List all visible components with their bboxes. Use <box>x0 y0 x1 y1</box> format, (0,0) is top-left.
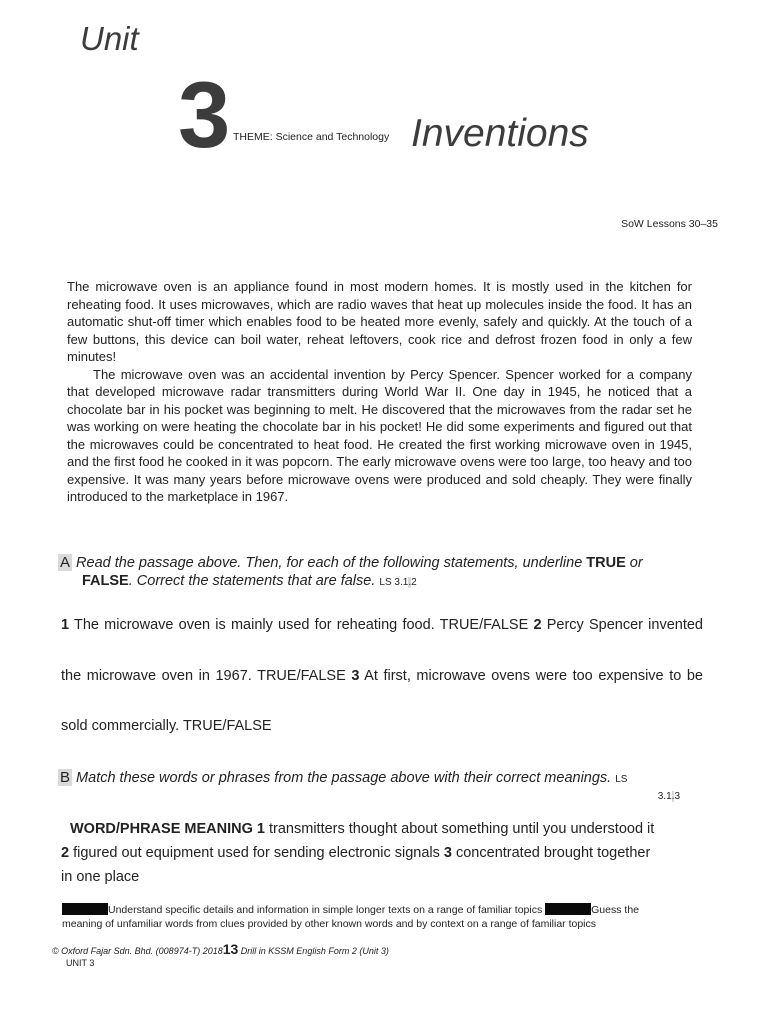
item-b2-text: figured out equipment used for sending electronic signals <box>69 845 444 861</box>
false-word: FALSE <box>82 573 129 589</box>
passage-paragraph-2: The microwave oven was an accidental invention by Percy Spencer. Spencer worked for a company that developed microwave radar transmitters during World War II. One day in 1945, he noticed that a chocolate bar in his pocket was beginning to melt. He discovered that the microwaves from the radar set he was working on were heating the chocolate bar in his pocket! He did some experiments and figured out that the microwaves could be concentrated to heat food. He created the first working microwave oven in 1945, and the first food he cooked in it was popcorn. The early microwave ovens were too large, too heavy and too expensive. It was many years before microwave ovens were produced and sold cheaply. They were finally introduced to the marketplace in 1967. <box>67 366 692 504</box>
unit-title: Inventions <box>411 112 589 155</box>
item-b2-number: 2 <box>61 845 70 861</box>
reading-passage <box>67 278 692 506</box>
unit-footer-label: UNIT 3 <box>66 958 95 968</box>
section-b-instruction <box>58 769 708 789</box>
item-a1-text: The microwave oven is mainly used for reheating food. TRUE/FALSE <box>69 617 534 633</box>
item-a3-number: 3 <box>351 667 360 684</box>
section-a-instruction <box>58 554 708 592</box>
section-a-letter: A <box>60 554 71 571</box>
copyright-line <box>52 941 389 957</box>
item-b1-number: 1 <box>256 821 265 837</box>
section-b-items <box>61 817 661 889</box>
item-a1-number: 1 <box>61 617 70 633</box>
section-a-instruction-part2: . Correct the statements that are false. <box>128 573 380 589</box>
item-b3-text: concentrated brought together in one place <box>61 845 651 885</box>
or-word: or <box>625 555 643 571</box>
ls-b-label: LS <box>615 774 628 785</box>
page-number: 13 <box>222 941 239 957</box>
item-b1-text: transmitters thought about something until you understood it <box>264 821 655 837</box>
book-title: Drill in KSSM English Form 2 (Unit 3) <box>238 946 389 956</box>
theme-label: THEME: Science and Technology <box>233 131 390 143</box>
learning-standard-b <box>658 791 680 802</box>
unit-number: 3 <box>178 62 229 167</box>
item-a2-number: 2 <box>533 617 542 633</box>
ls-b-mark: . <box>671 791 675 802</box>
standard-2-text: Guess the meaning of unfamiliar words from clues provided by other known words and by context on a range of familiar topics <box>62 904 640 930</box>
section-b-instruction-text: Match these words or phrases from the passage above with their correct meanings. <box>76 770 616 786</box>
ls-a-suffix: 2 <box>411 577 417 588</box>
item-a2-text: Percy Spencer invented the microwave oven in 1967. TRUE/FALSE <box>61 617 703 684</box>
copyright-text: © Oxford Fajar Sdn. Bhd. (008974-T) 2018 <box>52 946 223 956</box>
standard-1-text: Understand specific details and information in simple longer texts on a range of familiar topics <box>108 904 546 916</box>
ls-a-prefix: LS 3.1 <box>379 577 409 588</box>
learning-standard-a <box>379 577 416 588</box>
ls-b-prefix: 3.1 <box>657 791 672 802</box>
ls-a-mark: . <box>408 577 412 588</box>
redaction-bar-2 <box>545 903 591 915</box>
section-a-instruction-part1: Read the passage above. Then, for each of the following statements, underline <box>76 555 587 571</box>
section-a-items <box>61 600 703 752</box>
passage-paragraph-1: The microwave oven is an appliance found in most modern homes. It is mostly used in the kitchen for reheating food. It uses microwaves, which are radio waves that heat up molecules inside the food. It has an automatic shut-off timer which enables food to be heated more evenly, safely and quickly. At the touch of a few buttons, this device can boil water, reheat leftovers, cook rice and defrost frozen food in only a few minutes! <box>67 279 692 364</box>
redaction-bar-1 <box>62 903 108 915</box>
true-word: TRUE <box>586 555 626 571</box>
learning-standards-footer <box>62 903 682 931</box>
word-phrase-header: WORD/PHRASE MEANING <box>70 821 257 837</box>
item-a3-text: At first, microwave ovens were too expensive to be sold commercially. TRUE/FALSE <box>61 667 703 734</box>
ls-b-suffix: 3 <box>674 791 680 802</box>
unit-word: Unit <box>80 20 139 57</box>
section-b-letter: B <box>60 769 71 786</box>
item-b3-number: 3 <box>443 845 452 861</box>
sow-lessons: SoW Lessons 30–35 <box>621 218 718 230</box>
